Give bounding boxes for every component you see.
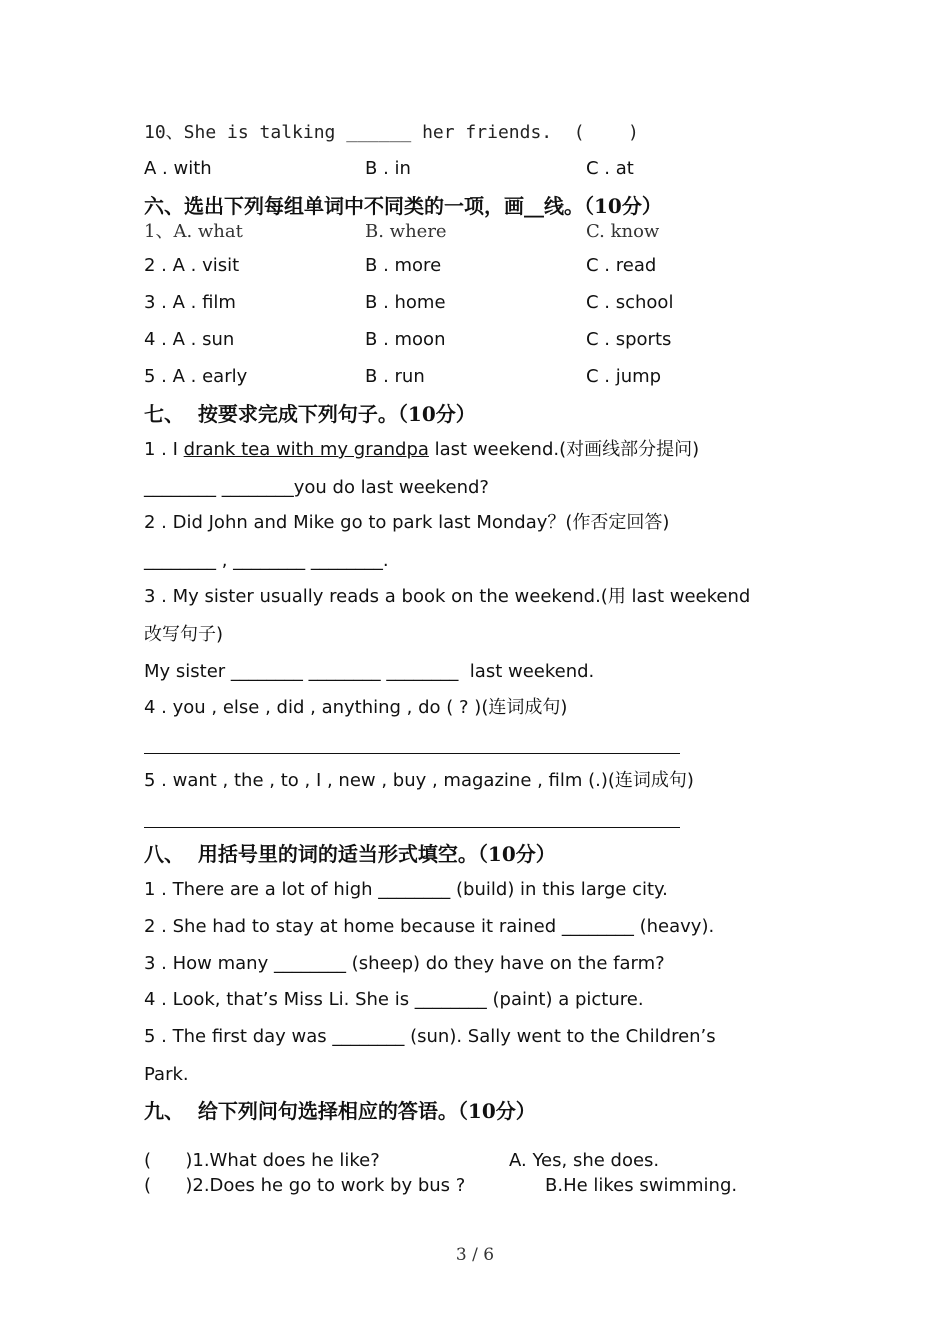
- s6-row3-a: 3 . A . film: [144, 292, 236, 313]
- s7-q2-answer: ________ , ________ ________.: [144, 550, 389, 571]
- s6-row1-b: B. where: [365, 221, 447, 242]
- s7-question-5: 5 . want , the , to , I , new , buy , magazine , film (.)(连词成句): [144, 770, 694, 791]
- section-8-title: 八、 用括号里的词的适当形式填空。（10分）: [144, 842, 556, 866]
- s9-question-2: ( )2.Does he go to work by bus ?: [144, 1175, 466, 1196]
- s7-question-2: 2 . Did John and Mike go to park last Monday？(作否定回答): [144, 512, 670, 533]
- section-7-title: 七、 按要求完成下列句子。（10分）: [144, 402, 476, 426]
- s7-question-3-line2: 改写句子): [144, 624, 224, 645]
- s9-answer-b: B.He likes swimming.: [545, 1175, 738, 1196]
- s8-question-5-line2: Park.: [144, 1064, 189, 1085]
- q10-option-b: B . in: [365, 158, 411, 179]
- s6-row4-b: B . moon: [365, 329, 446, 350]
- s6-row5-a: 5 . A . early: [144, 366, 248, 387]
- section-6-title: 六、选出下列每组单词中不同类的一项，画__线。（10分）: [144, 194, 662, 218]
- s7-q1-prefix: 1 . I: [144, 439, 184, 460]
- s6-row2-a: 2 . A . visit: [144, 255, 240, 276]
- s8-question-3: 3 . How many ________ (sheep) do they have on the farm?: [144, 953, 665, 974]
- s8-question-5-line1: 5 . The first day was ________ (sun). Sally went to the Children’s: [144, 1026, 716, 1047]
- s7-question-1: [144, 441, 699, 459]
- s6-row4-c: C . sports: [586, 329, 672, 350]
- s6-row3-c: C . school: [586, 292, 674, 313]
- s9-question-1: ( )1.What does he like?: [144, 1150, 380, 1171]
- s6-row2-b: B . more: [365, 255, 442, 276]
- s8-question-2: 2 . She had to stay at home because it rained ________ (heavy).: [144, 916, 715, 937]
- s6-row5-c: C . jump: [586, 366, 662, 387]
- s7-question-3-line1: 3 . My sister usually reads a book on the weekend.(用 last weekend: [144, 586, 751, 607]
- s6-row5-b: B . run: [365, 366, 425, 387]
- s6-row2-c: C . read: [586, 255, 657, 276]
- s7-q1-suffix: last weekend.(对画线部分提问): [428, 439, 700, 460]
- s7-q3-answer: My sister ________ ________ ________ last weekend.: [144, 661, 595, 682]
- q10-option-a: A . with: [144, 158, 212, 179]
- q10-option-c: C . at: [586, 158, 634, 179]
- s6-row3-b: B . home: [365, 292, 446, 313]
- question-10: 10、She is talking ______ her friends. ( ): [144, 122, 639, 143]
- s6-row1-c: C. know: [586, 221, 660, 242]
- section-9-title: 九、 给下列问句选择相应的答语。（10分）: [144, 1099, 536, 1123]
- s7-q1-underlined: drank tea with my grandpa: [183, 439, 429, 460]
- s7-q1-answer: ________ ________you do last weekend?: [144, 477, 489, 498]
- s7-question-4: 4 . you , else , did , anything , do ( ? )(连词成句): [144, 697, 568, 718]
- s6-row4-a: 4 . A . sun: [144, 329, 235, 350]
- s7-q4-answer-line: [144, 753, 680, 754]
- page-number: 3 / 6: [455, 1245, 495, 1265]
- s9-answer-a: A. Yes, she does.: [509, 1150, 660, 1171]
- s8-question-4: 4 . Look, that’s Miss Li. She is ________ (paint) a picture.: [144, 989, 644, 1010]
- s6-row1-a: 1、A. what: [144, 221, 243, 242]
- s8-question-1: 1 . There are a lot of high ________ (build) in this large city.: [144, 879, 668, 900]
- s7-q5-answer-line: [144, 827, 680, 828]
